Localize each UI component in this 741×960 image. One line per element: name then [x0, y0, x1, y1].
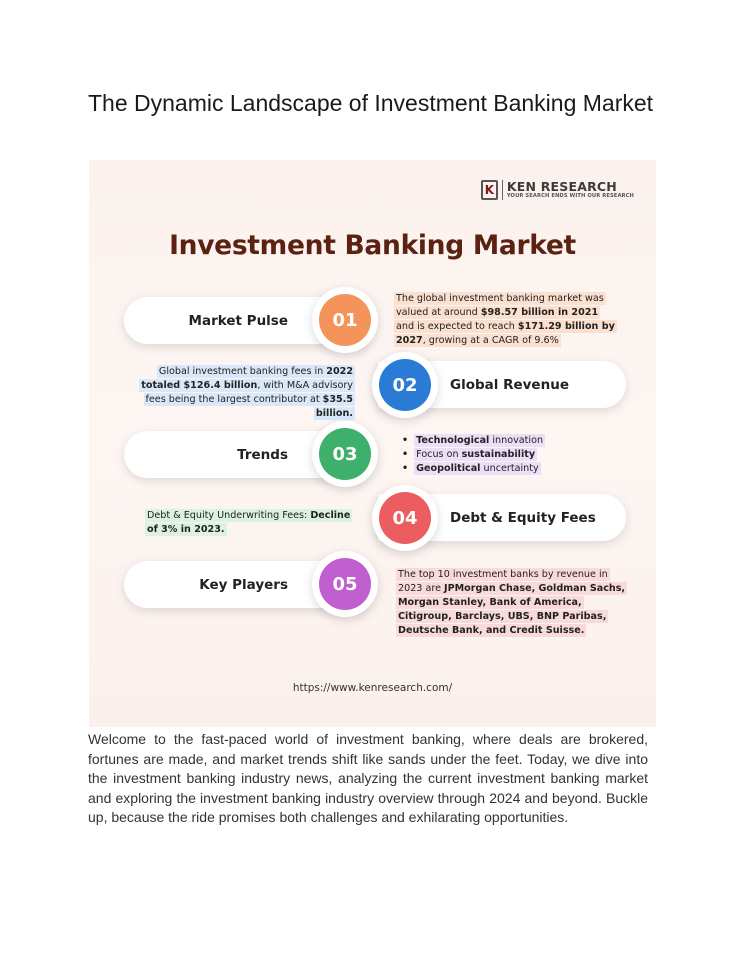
- note-text: The top 10 investment banks by revenue in 2023 are: [398, 569, 608, 594]
- source-url: https://www.kenresearch.com/: [292, 682, 453, 694]
- note-text: Global investment banking fees in: [158, 366, 327, 377]
- note-emphasis: $171.29 billion by 2027: [396, 321, 615, 346]
- list-item: [402, 462, 582, 476]
- note-emphasis: $98.57 billion in 2021: [480, 307, 599, 318]
- ken-research-logo: [481, 180, 634, 200]
- brand-name: KEN RESEARCH: [506, 179, 617, 194]
- note-emphasis: Decline of 3% in 2023.: [147, 510, 351, 535]
- note-emphasis: 2022 totaled $126.4 billion: [141, 366, 353, 391]
- infographic-heading: Investment Banking Market: [169, 230, 576, 261]
- note-text: Debt & Equity Underwriting Fees:: [147, 510, 311, 521]
- note-emphasis: sustainability: [461, 449, 536, 460]
- body-paragraph: Welcome to the fast-paced world of investment banking, where deals are brokered, fortunes are made, and market trends shift like sands under the feet. Today, we dive into the investment banking industry news, analyzing the current investment banking market and exploring the investment banking industry overview through 2024 and beyond. Buckle up, because the ride promises both challenges and exhilarating opportunities.: [88, 731, 648, 826]
- section-number-badge: 02: [379, 359, 431, 411]
- note-text: , growing at a CAGR of 9.6%: [422, 335, 559, 346]
- trends-list: [402, 434, 582, 476]
- note-text: Focus on: [416, 449, 462, 460]
- note-text: uncertainty: [480, 463, 539, 474]
- section-label: Trends: [237, 446, 288, 463]
- section-label: Market Pulse: [188, 312, 288, 329]
- section-note-market-pulse: [394, 292, 619, 348]
- note-text: , with M&A advisory fees being the largest contributor at: [145, 380, 353, 405]
- section-number-badge: 05: [319, 558, 371, 610]
- section-number-ring: [372, 352, 438, 418]
- note-text: and is expected to reach: [396, 321, 518, 332]
- list-item: [402, 434, 582, 448]
- brand-tagline: YOUR SEARCH ENDS WITH OUR RESEARCH: [506, 193, 634, 199]
- section-number-badge: 03: [319, 428, 371, 480]
- section-number-badge: 01: [319, 294, 371, 346]
- section-number-ring: [312, 421, 378, 487]
- note-text: The global investment banking market was valued at around: [396, 293, 604, 318]
- section-number-ring: [312, 287, 378, 353]
- section-note-global-revenue: [127, 365, 355, 421]
- section-label: Debt & Equity Fees: [450, 509, 596, 526]
- document-title: The Dynamic Landscape of Investment Banking Market: [88, 90, 654, 116]
- note-emphasis: Geopolitical: [416, 463, 481, 474]
- infographic-image: [89, 160, 656, 727]
- note-emphasis: JPMorgan Chase, Goldman Sachs, Morgan Stanley, Bank of America, Citigroup, Barclays, UBS, BNP Paribas, Deutsche Bank, and Credit Suisse.: [398, 583, 626, 636]
- section-label: Global Revenue: [450, 376, 569, 393]
- list-item: [402, 448, 582, 462]
- section-number-badge: 04: [379, 492, 431, 544]
- section-number-ring: [312, 551, 378, 617]
- section-note-debt-equity-fees: [145, 509, 355, 537]
- section-note-trends: [402, 434, 582, 476]
- note-text: innovation: [489, 435, 544, 446]
- brand-mark-icon: K: [481, 180, 498, 200]
- note-emphasis: Technological: [416, 435, 490, 446]
- section-number-ring: [372, 485, 438, 551]
- section-label: Key Players: [199, 576, 288, 593]
- section-note-key-players: [396, 568, 626, 638]
- note-emphasis: $35.5 billion.: [315, 394, 353, 419]
